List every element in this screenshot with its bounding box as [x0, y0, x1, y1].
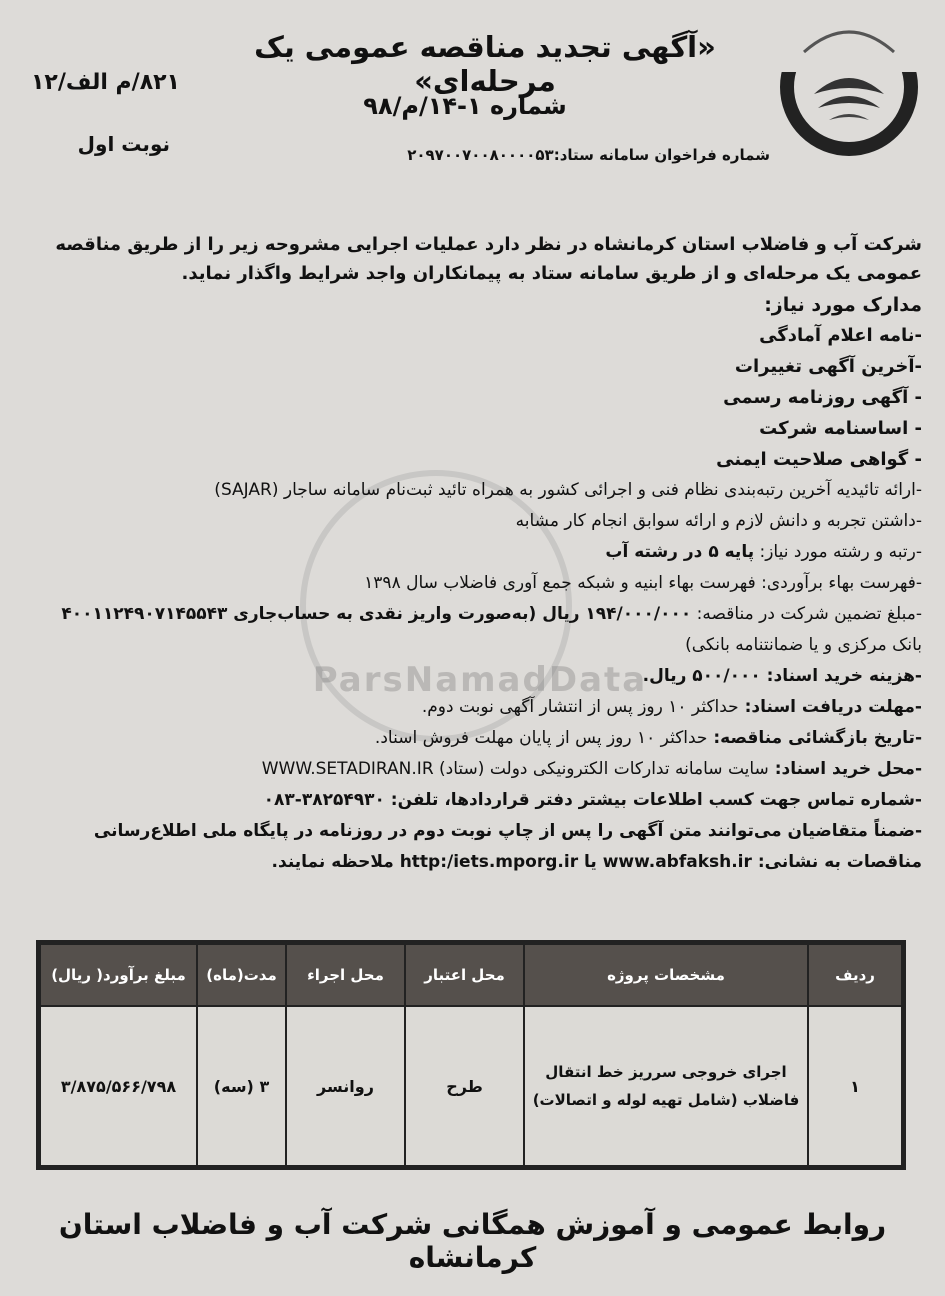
place-value: سایت سامانه تدارکات الکترونیکی دولت (ستاد) WWW.SETADIRAN.IR: [261, 759, 769, 779]
guarantee-label: -مبلغ تضمین شرکت در مناقصه:: [691, 604, 922, 624]
sajar-condition: -ارائه تائیدیه آخرین رتبه‌بندی نظام فنی و اجرائی کشور به همراه تائید ثبت‌نام سامانه ساجار (SAJAR): [214, 480, 922, 500]
receive-value: حداکثر ۱۰ روز پس از انتشار آگهی نوبت دوم.: [421, 697, 739, 717]
notice-round: نوبت اول: [77, 132, 170, 156]
col-funding: محل اعتبار: [405, 944, 524, 1006]
notice-title: «آگهی تجدید مناقصه عمومی یک مرحله‌ای»: [254, 30, 716, 98]
project-table: [36, 940, 906, 1170]
col-duration: مدت(ماه): [197, 944, 286, 1006]
footer-signature: روابط عمومی و آموزش همگانی شرکت آب و فاضلاب استان کرمانشاه: [58, 1208, 887, 1274]
row-project: اجرای خروجی سرریز خط انتقال فاضلاب (شامل تهیه لوله و اتصالات): [524, 1006, 808, 1166]
watermark-text: ParsNamadData: [312, 660, 648, 700]
experience-condition: -داشتن تجربه و دانش لازم و ارائه سوابق انجام کار مشابه: [515, 511, 922, 531]
doc-cost: [22, 661, 922, 692]
doc-cost-value: ۵۰۰/۰۰۰ ریال.: [642, 666, 761, 686]
additional-note: -ضمناً متقاضیان می‌توانند متن آگهی را پس از چاپ نوبت دوم در روزنامه در پایگاه ملی اطلاع‌رسانی مناقصات به نشانی: www.abfaksh.ir یا http:/iets.mporg.ir ملاحظه نمایند.: [93, 821, 922, 872]
doc-item: - اساسنامه شرکت: [759, 418, 922, 439]
guarantee-tail: بانک مرکزی و یا ضمانتنامه بانکی): [685, 635, 922, 655]
water-company-logo-icon: [774, 12, 924, 162]
opening-label: -تاریخ بازگشائی مناقصه:: [707, 728, 922, 748]
purchase-place: [22, 754, 922, 785]
intro-paragraph: شرکت آب و فاضلاب استان کرمانشاه در نظر دارد عملیات اجرایی مشروحه زیر را از طریق مناقصه عمومی یک مرحله‌ای و از طریق سامانه ستاد به پیمانکاران واجد شرایط واگذار نماید.: [55, 234, 922, 284]
row-funding: طرح: [405, 1006, 524, 1166]
row-amount: ۳/۸۷۵/۵۶۶/۷۹۸: [40, 1006, 197, 1166]
doc-item: - آگهی روزنامه رسمی: [723, 387, 922, 408]
col-index: ردیف: [808, 944, 902, 1006]
row-index: ۱: [808, 1006, 902, 1166]
row-duration: ۳ (سه): [197, 1006, 286, 1166]
col-project: مشخصات پروژه: [524, 944, 808, 1006]
notice-number: شماره ۱-۱۴/م/۹۸: [363, 92, 567, 120]
doc-item: -آخرین آگهی تغییرات: [734, 356, 922, 377]
doc-item: - گواهی صلاحیت ایمنی: [716, 449, 922, 470]
place-label: -محل خرید اسناد:: [768, 759, 922, 779]
receive-label: -مهلت دریافت اسناد:: [738, 697, 922, 717]
opening-value: حداکثر ۱۰ روز پس از پایان مهلت فروش اسناد.: [374, 728, 708, 748]
doc-item: -نامه اعلام آمادگی: [759, 325, 922, 346]
contact-info: -شماره تماس جهت کسب اطلاعات بیشتر دفتر قراردادها، تلفن: ۳۸۲۵۴۹۳۰-۰۸۳: [263, 790, 922, 810]
opening-date: [22, 723, 922, 754]
notice-code: ۸۲۱/م الف/۱۲: [30, 70, 180, 95]
guarantee-condition: [22, 599, 922, 630]
row-location: روانسر: [286, 1006, 405, 1166]
grade-value: پایه ۵ در رشته آب: [605, 542, 755, 562]
table-row: [40, 1006, 902, 1166]
col-amount: مبلغ برآورد( ریال): [40, 944, 197, 1006]
setad-call-number: شماره فراخوان سامانه ستاد:۲۰۹۷۰۰۷۰۰۸۰۰۰۰۵۳: [407, 146, 770, 164]
price-list: -فهرست بهاء برآوردی: فهرست بهاء ابنیه و شبکه جمع آوری فاضلاب سال ۱۳۹۸: [364, 573, 922, 593]
doc-cost-label: -هزینه خرید اسناد:: [760, 666, 922, 686]
grade-condition: [22, 537, 922, 568]
grade-label: -رتبه و رشته مورد نیاز:: [754, 542, 922, 562]
guarantee-value: ۱۹۴/۰۰۰/۰۰۰ ریال (به‌صورت واریز نقدی به حساب‌جاری ۴۰۰۱۱۲۴۹۰۷۱۴۵۵۴۳: [61, 604, 692, 624]
docs-heading: مدارک مورد نیاز:: [764, 294, 922, 316]
table-header-row: [40, 944, 902, 1006]
notice-body: [22, 230, 922, 878]
receive-deadline: [22, 692, 922, 723]
col-location: محل اجراء: [286, 944, 405, 1006]
